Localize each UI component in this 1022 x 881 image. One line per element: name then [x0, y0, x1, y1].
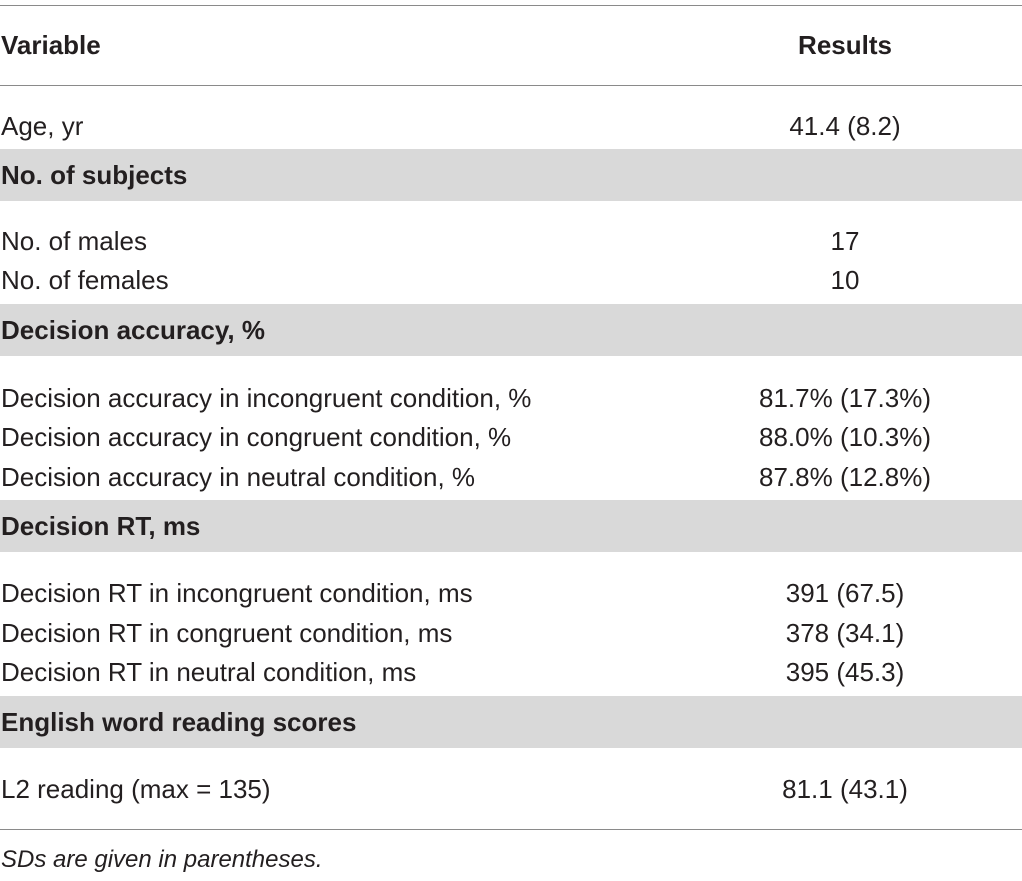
row-label: Decision accuracy in incongruent condition, % — [1, 383, 532, 413]
table-row-age — [0, 107, 1022, 146]
column-header-variable: Variable — [1, 30, 101, 60]
section-header-rt — [0, 500, 1022, 552]
row-label: No. of males — [1, 226, 147, 256]
table-header-row — [0, 26, 1022, 65]
row-value: 87.8% (12.8%) — [759, 462, 931, 492]
row-value: 81.7% (17.3%) — [759, 383, 931, 413]
row-label: Decision RT in incongruent condition, ms — [1, 578, 473, 608]
column-header-results: Results — [798, 30, 892, 60]
table-row-rt-congruent — [0, 614, 1022, 653]
row-value: 41.4 (8.2) — [789, 111, 901, 141]
table-row-acc-congruent — [0, 418, 1022, 457]
section-label: No. of subjects — [1, 160, 188, 190]
table-row-rt-neutral — [0, 653, 1022, 692]
row-value: 88.0% (10.3%) — [759, 422, 931, 452]
table-row-males — [0, 222, 1022, 261]
row-value: 395 (45.3) — [785, 657, 905, 687]
table-row-rt-incongruent — [0, 574, 1022, 613]
table-row-acc-neutral — [0, 458, 1022, 497]
bottom-rule — [0, 829, 1022, 830]
row-label: Age, yr — [1, 111, 84, 141]
table-footnote: SDs are given in parentheses. — [1, 846, 323, 873]
section-label: Decision RT, ms — [1, 511, 201, 541]
row-label: Decision RT in neutral condition, ms — [1, 657, 417, 687]
row-label: Decision accuracy in congruent condition, % — [1, 422, 512, 452]
section-header-reading — [0, 696, 1022, 748]
section-header-subjects — [0, 149, 1022, 201]
row-label: Decision RT in congruent condition, ms — [1, 618, 453, 648]
row-label: No. of females — [1, 265, 169, 295]
top-rule — [0, 5, 1022, 6]
header-rule — [0, 85, 1022, 86]
section-header-accuracy — [0, 304, 1022, 356]
row-value: 81.1 (43.1) — [782, 774, 908, 804]
row-label: L2 reading (max = 135) — [1, 774, 271, 804]
row-label: Decision accuracy in neutral condition, % — [1, 462, 476, 492]
row-value: 378 (34.1) — [785, 618, 905, 648]
table-row-acc-incongruent — [0, 379, 1022, 418]
row-value: 17 — [830, 226, 860, 256]
section-label: English word reading scores — [1, 707, 357, 737]
table-row-l2-reading — [0, 770, 1022, 809]
row-value: 391 (67.5) — [785, 578, 905, 608]
row-value: 10 — [830, 265, 860, 295]
table-row-females — [0, 261, 1022, 300]
section-label: Decision accuracy, % — [1, 315, 265, 345]
